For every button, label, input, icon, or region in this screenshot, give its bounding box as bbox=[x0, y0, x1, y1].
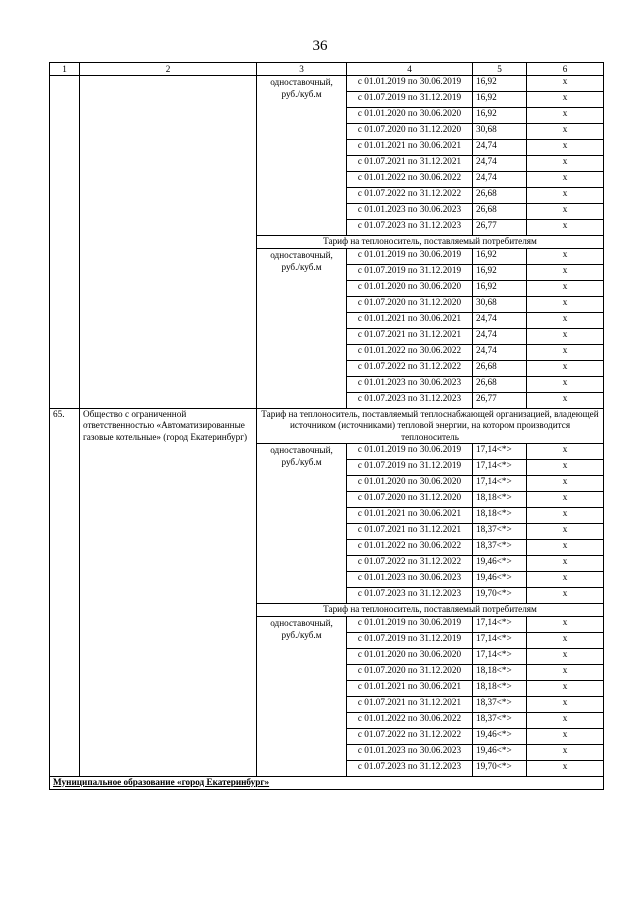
tariff-value-cell: 16,92 bbox=[473, 76, 527, 92]
tariff-value-cell: 24,74 bbox=[473, 328, 527, 344]
tariff-value-cell: 18,18<*> bbox=[473, 492, 527, 508]
x-mark-cell: х bbox=[527, 492, 604, 508]
tariff-value-cell: 16,92 bbox=[473, 248, 527, 264]
tariff-value-cell: 18,18<*> bbox=[473, 664, 527, 680]
col-header: 2 bbox=[80, 63, 257, 76]
tariff-value-cell: 17,14<*> bbox=[473, 460, 527, 476]
period-cell: с 01.01.2020 по 30.06.2020 bbox=[347, 648, 473, 664]
x-mark-cell: х bbox=[527, 220, 604, 236]
table-header-row bbox=[50, 63, 604, 76]
tariff-value-cell: 19,46<*> bbox=[473, 572, 527, 588]
x-mark-cell: х bbox=[527, 264, 604, 280]
x-mark-cell: х bbox=[527, 444, 604, 460]
tariff-value-cell: 30,68 bbox=[473, 124, 527, 140]
tariff-value-cell: 19,70<*> bbox=[473, 760, 527, 776]
period-cell: с 01.07.2021 по 31.12.2021 bbox=[347, 696, 473, 712]
municipality-row bbox=[50, 776, 604, 789]
col-header: 1 bbox=[50, 63, 80, 76]
period-cell: с 01.07.2022 по 31.12.2022 bbox=[347, 360, 473, 376]
period-cell: с 01.07.2020 по 31.12.2020 bbox=[347, 124, 473, 140]
tariff-value-cell: 26,68 bbox=[473, 188, 527, 204]
period-cell: с 01.01.2019 по 30.06.2019 bbox=[347, 616, 473, 632]
tariff-value-cell: 18,37<*> bbox=[473, 696, 527, 712]
x-mark-cell: х bbox=[527, 312, 604, 328]
x-mark-cell: х bbox=[527, 92, 604, 108]
x-mark-cell: х bbox=[527, 760, 604, 776]
x-mark-cell: х bbox=[527, 664, 604, 680]
section-title: Тариф на теплоноситель, поставляемый потребителям bbox=[257, 236, 604, 249]
period-cell: с 01.01.2023 по 30.06.2023 bbox=[347, 204, 473, 220]
period-cell: с 01.01.2020 по 30.06.2020 bbox=[347, 280, 473, 296]
tariff-value-cell: 18,18<*> bbox=[473, 680, 527, 696]
x-mark-cell: х bbox=[527, 632, 604, 648]
x-mark-cell: х bbox=[527, 108, 604, 124]
section-title: Тариф на теплоноситель, поставляемый теплоснабжающей организацией, владеющей источником (источниками) тепловой энергии, на котором производится теплоноситель bbox=[257, 408, 604, 444]
period-cell: с 01.01.2020 по 30.06.2020 bbox=[347, 476, 473, 492]
period-cell: с 01.07.2019 по 31.12.2019 bbox=[347, 92, 473, 108]
section-row bbox=[50, 408, 604, 444]
x-mark-cell: х bbox=[527, 392, 604, 408]
tariff-value-cell: 26,68 bbox=[473, 204, 527, 220]
x-mark-cell: х bbox=[527, 204, 604, 220]
entry-number-cell: 65. bbox=[50, 408, 80, 776]
period-cell: с 01.07.2021 по 31.12.2021 bbox=[347, 156, 473, 172]
period-cell: с 01.01.2019 по 30.06.2019 bbox=[347, 76, 473, 92]
x-mark-cell: х bbox=[527, 588, 604, 604]
entry-number-cell bbox=[50, 76, 80, 409]
x-mark-cell: х bbox=[527, 360, 604, 376]
col-header: 5 bbox=[473, 63, 527, 76]
period-cell: с 01.01.2021 по 30.06.2021 bbox=[347, 140, 473, 156]
tariff-value-cell: 24,74 bbox=[473, 156, 527, 172]
period-cell: с 01.07.2023 по 31.12.2023 bbox=[347, 760, 473, 776]
tariff-value-cell: 17,14<*> bbox=[473, 648, 527, 664]
x-mark-cell: х bbox=[527, 508, 604, 524]
x-mark-cell: х bbox=[527, 376, 604, 392]
x-mark-cell: х bbox=[527, 76, 604, 92]
x-mark-cell: х bbox=[527, 744, 604, 760]
municipality-heading: Муниципальное образование «город Екатеринбург» bbox=[50, 776, 604, 789]
tariff-value-cell: 26,77 bbox=[473, 220, 527, 236]
tariff-value-cell: 26,77 bbox=[473, 392, 527, 408]
tariff-value-cell: 18,37<*> bbox=[473, 712, 527, 728]
period-cell: с 01.07.2021 по 31.12.2021 bbox=[347, 328, 473, 344]
period-cell: с 01.01.2021 по 30.06.2021 bbox=[347, 312, 473, 328]
period-cell: с 01.01.2022 по 30.06.2022 bbox=[347, 172, 473, 188]
tariff-value-cell: 24,74 bbox=[473, 312, 527, 328]
tariff-value-cell: 19,46<*> bbox=[473, 744, 527, 760]
tariff-value-cell: 17,14<*> bbox=[473, 476, 527, 492]
tariff-value-cell: 16,92 bbox=[473, 108, 527, 124]
x-mark-cell: х bbox=[527, 476, 604, 492]
tariff-type-cell: одноставочный, руб./куб.м bbox=[257, 444, 347, 604]
period-cell: с 01.07.2022 по 31.12.2022 bbox=[347, 728, 473, 744]
period-cell: с 01.01.2023 по 30.06.2023 bbox=[347, 744, 473, 760]
period-cell: с 01.01.2023 по 30.06.2023 bbox=[347, 376, 473, 392]
page-number: 36 bbox=[312, 38, 328, 54]
tariff-value-cell: 24,74 bbox=[473, 344, 527, 360]
col-header: 4 bbox=[347, 63, 473, 76]
x-mark-cell: х bbox=[527, 156, 604, 172]
period-cell: с 01.01.2021 по 30.06.2021 bbox=[347, 680, 473, 696]
table-row bbox=[50, 76, 604, 92]
tariff-value-cell: 26,68 bbox=[473, 376, 527, 392]
x-mark-cell: х bbox=[527, 616, 604, 632]
x-mark-cell: х bbox=[527, 648, 604, 664]
x-mark-cell: х bbox=[527, 248, 604, 264]
tariff-type-cell: одноставочный, руб./куб.м bbox=[257, 248, 347, 408]
period-cell: с 01.07.2020 по 31.12.2020 bbox=[347, 296, 473, 312]
period-cell: с 01.01.2022 по 30.06.2022 bbox=[347, 540, 473, 556]
x-mark-cell: х bbox=[527, 172, 604, 188]
organization-cell bbox=[80, 76, 257, 409]
x-mark-cell: х bbox=[527, 460, 604, 476]
col-header: 3 bbox=[257, 63, 347, 76]
x-mark-cell: х bbox=[527, 344, 604, 360]
period-cell: с 01.01.2022 по 30.06.2022 bbox=[347, 344, 473, 360]
period-cell: с 01.07.2019 по 31.12.2019 bbox=[347, 264, 473, 280]
tariff-table bbox=[49, 62, 604, 790]
tariff-value-cell: 26,68 bbox=[473, 360, 527, 376]
period-cell: с 01.07.2023 по 31.12.2023 bbox=[347, 220, 473, 236]
period-cell: с 01.07.2019 по 31.12.2019 bbox=[347, 460, 473, 476]
x-mark-cell: х bbox=[527, 728, 604, 744]
section-title: Тариф на теплоноситель, поставляемый потребителям bbox=[257, 604, 604, 617]
period-cell: с 01.01.2021 по 30.06.2021 bbox=[347, 508, 473, 524]
x-mark-cell: х bbox=[527, 280, 604, 296]
period-cell: с 01.07.2023 по 31.12.2023 bbox=[347, 392, 473, 408]
period-cell: с 01.07.2023 по 31.12.2023 bbox=[347, 588, 473, 604]
x-mark-cell: х bbox=[527, 696, 604, 712]
period-cell: с 01.07.2022 по 31.12.2022 bbox=[347, 556, 473, 572]
period-cell: с 01.07.2020 по 31.12.2020 bbox=[347, 664, 473, 680]
x-mark-cell: х bbox=[527, 540, 604, 556]
tariff-value-cell: 18,37<*> bbox=[473, 540, 527, 556]
period-cell: с 01.01.2019 по 30.06.2019 bbox=[347, 248, 473, 264]
x-mark-cell: х bbox=[527, 572, 604, 588]
period-cell: с 01.01.2020 по 30.06.2020 bbox=[347, 108, 473, 124]
x-mark-cell: х bbox=[527, 712, 604, 728]
tariff-value-cell: 18,37<*> bbox=[473, 524, 527, 540]
period-cell: с 01.01.2019 по 30.06.2019 bbox=[347, 444, 473, 460]
period-cell: с 01.07.2019 по 31.12.2019 bbox=[347, 632, 473, 648]
tariff-value-cell: 24,74 bbox=[473, 172, 527, 188]
x-mark-cell: х bbox=[527, 556, 604, 572]
tariff-value-cell: 19,46<*> bbox=[473, 728, 527, 744]
tariff-value-cell: 16,92 bbox=[473, 264, 527, 280]
tariff-value-cell: 18,18<*> bbox=[473, 508, 527, 524]
tariff-value-cell: 30,68 bbox=[473, 296, 527, 312]
organization-cell: Общество с ограниченной ответственностью «Автоматизированные газовые котельные» (город Екатеринбург) bbox=[80, 408, 257, 776]
tariff-value-cell: 19,46<*> bbox=[473, 556, 527, 572]
period-cell: с 01.07.2020 по 31.12.2020 bbox=[347, 492, 473, 508]
tariff-value-cell: 17,14<*> bbox=[473, 632, 527, 648]
x-mark-cell: х bbox=[527, 140, 604, 156]
x-mark-cell: х bbox=[527, 680, 604, 696]
x-mark-cell: х bbox=[527, 188, 604, 204]
tariff-value-cell: 24,74 bbox=[473, 140, 527, 156]
tariff-value-cell: 16,92 bbox=[473, 92, 527, 108]
tariff-value-cell: 17,14<*> bbox=[473, 444, 527, 460]
tariff-type-cell: одноставочный, руб./куб.м bbox=[257, 616, 347, 776]
period-cell: с 01.01.2023 по 30.06.2023 bbox=[347, 572, 473, 588]
x-mark-cell: х bbox=[527, 328, 604, 344]
x-mark-cell: х bbox=[527, 524, 604, 540]
period-cell: с 01.07.2021 по 31.12.2021 bbox=[347, 524, 473, 540]
tariff-value-cell: 19,70<*> bbox=[473, 588, 527, 604]
col-header: 6 bbox=[527, 63, 604, 76]
period-cell: с 01.01.2022 по 30.06.2022 bbox=[347, 712, 473, 728]
tariff-value-cell: 16,92 bbox=[473, 280, 527, 296]
period-cell: с 01.07.2022 по 31.12.2022 bbox=[347, 188, 473, 204]
x-mark-cell: х bbox=[527, 296, 604, 312]
x-mark-cell: х bbox=[527, 124, 604, 140]
tariff-value-cell: 17,14<*> bbox=[473, 616, 527, 632]
tariff-type-cell: одноставочный, руб./куб.м bbox=[257, 76, 347, 236]
